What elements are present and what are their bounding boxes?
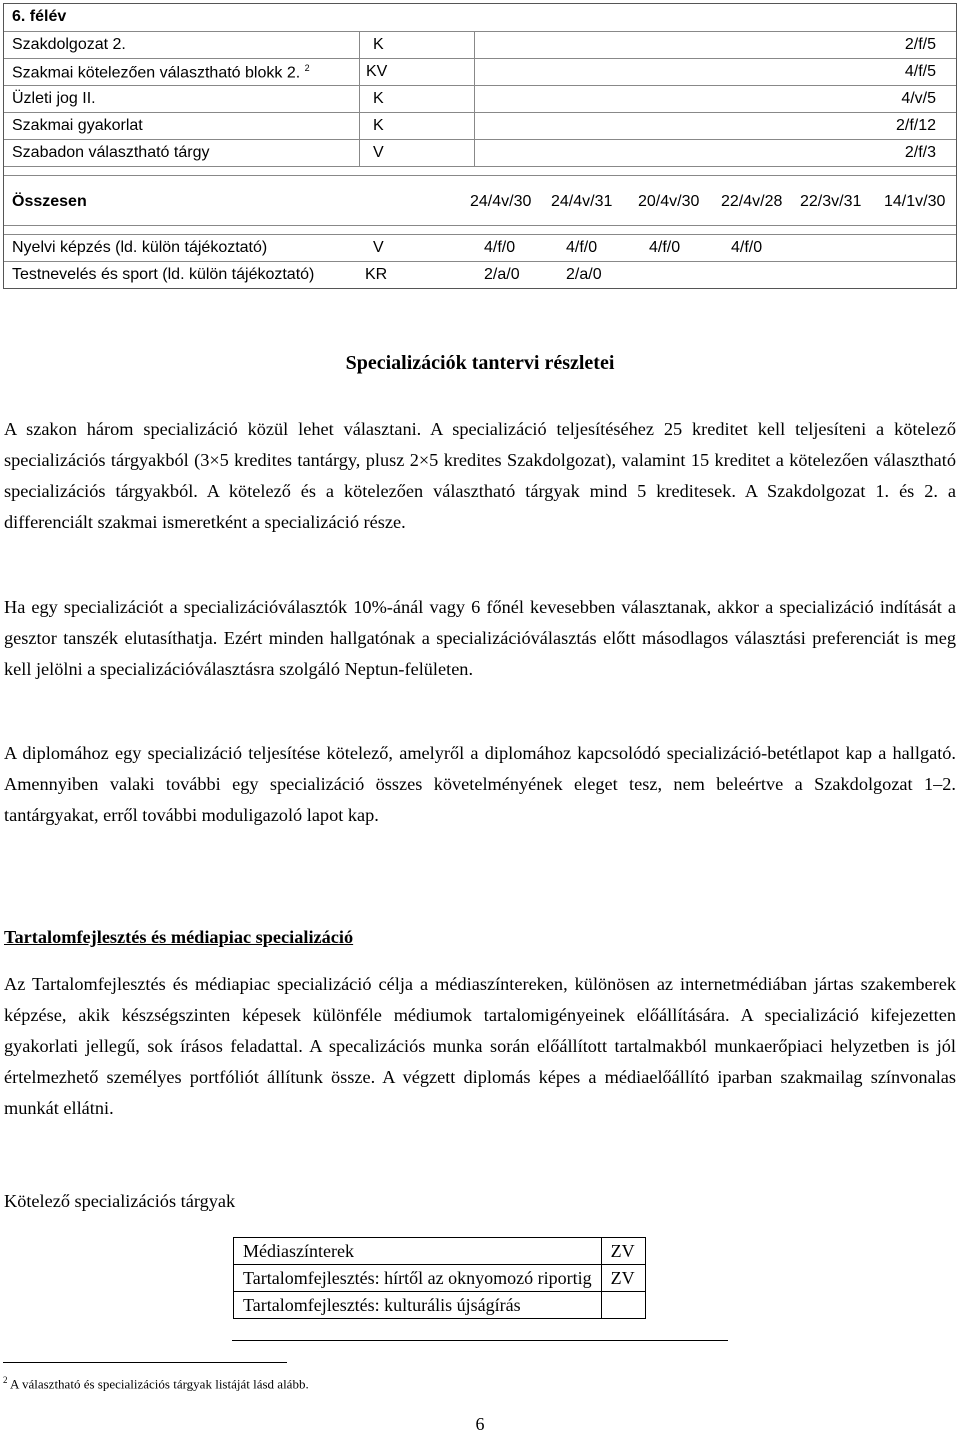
total-cell: 24/4v/31 <box>551 193 613 210</box>
semester-title: 6. félév <box>12 8 67 25</box>
extra-value: 4/f/0 <box>484 239 516 256</box>
section-heading: Specializációk tantervi részletei <box>345 352 615 374</box>
required-courses-table <box>233 1237 646 1319</box>
paragraph: A diplomához egy specializáció teljesítése kötelező, amelyről a diplomához kapcsolódó specializáció-betétlapot kap a hallgató. Amennyiben valaki további egy specializáció összes követelményének eleget tesz, nem beleértve a Szakdolgozat 1–2. tantárgyakat, erről további moduligazoló lapot kap. <box>4 743 956 825</box>
course-code: ZV <box>601 1238 645 1265</box>
course-name: Üzleti jog II. <box>12 90 96 107</box>
extra-type: V <box>373 239 384 256</box>
extra-value: 4/f/0 <box>649 239 681 256</box>
total-cell: 20/4v/30 <box>638 193 700 210</box>
extra-value: 4/f/0 <box>566 239 598 256</box>
course-row <box>4 85 956 112</box>
paragraph: Ha egy specializációt a specializációválasztók 10%-ánál vagy 6 főnél kevesebben választanak, akkor a specializáció indítását a gesztor tanszék elutasíthatja. Ezért minden hallgatónak a specializációválasztás előtt másodlagos választási preferenciát is meg kell jelölni a specializációválasztásra szolgáló Neptun-felületen. <box>4 597 956 679</box>
total-cell: 24/4v/30 <box>470 193 532 210</box>
table-row <box>234 1238 646 1265</box>
totals-label: Összesen <box>12 193 87 210</box>
course-row <box>4 139 956 166</box>
course-type: K <box>373 36 384 53</box>
spacer-row <box>4 166 956 175</box>
page-number: 6 <box>475 1414 485 1434</box>
semester-title-row <box>4 4 956 31</box>
course-value: 4/v/5 <box>901 90 936 107</box>
extra-type: KR <box>365 266 388 283</box>
table-row <box>234 1292 646 1319</box>
required-courses-title: Kötelező specializációs tárgyak <box>4 1191 236 1211</box>
extra-value: 4/f/0 <box>731 239 763 256</box>
paragraph: A szakon három specializáció közül lehet választani. A specializáció teljesítéséhez 25 kreditet kell teljesíteni a kötelező specializációs tárgyakból (3×5 kredites tantárgy, plusz 2×5 kredites Szakdolgozat), valamint 15 kreditet a kötelezően választható specializációs tárgyakból. A kötelező és a kötelezően választható tárgyak mind 5 kreditesek. A Szakdolgozat 1. és 2. a differenciált szakmai ismeretként a specializáció része. <box>4 419 956 532</box>
footnote-text: A választható és specializációs tárgyak listáját lásd alább. <box>10 1376 309 1392</box>
table-row <box>234 1265 646 1292</box>
footnote-divider <box>3 1362 287 1363</box>
course-name: Tartalomfejlesztés: kulturális újságírás <box>234 1292 602 1319</box>
total-cell: 14/1v/30 <box>884 193 946 210</box>
course-type: K <box>373 90 384 107</box>
course-row <box>4 58 956 85</box>
course-type: KV <box>366 63 388 80</box>
paragraph: Az Tartalomfejlesztés és médiapiac specializáció célja a médiaszíntereken, különösen az internetmédiában jártas szakemberek képzése, akik készségszinten képesek különféle médiumok tartalomigényeinek előállítására. A specializáció kifejezetten gyakorlati jellegű, sok írásos feladattal. A specalizációs munka során előállított tartalmakból munkaerőpiaci helyzetben is jól értelmezhető személyes portfóliót állítunk össze. A végzett diplomás képes a médiaelőállító iparban szakmailag színvonalas munkát ellátni. <box>4 974 956 1118</box>
course-type: K <box>373 117 384 134</box>
footnote-ref: 2 <box>304 63 310 73</box>
course-name: Tartalomfejlesztés: hírtől az oknyomozó riportig <box>234 1265 602 1292</box>
divider <box>232 1340 728 1341</box>
extra-name: Testnevelés és sport (ld. külön tájékoztató) <box>12 266 315 283</box>
course-row <box>4 112 956 139</box>
course-code: ZV <box>601 1265 645 1292</box>
extra-row <box>4 234 956 261</box>
extra-name: Nyelvi képzés (ld. külön tájékoztató) <box>12 239 268 256</box>
extra-value: 2/a/0 <box>484 266 520 283</box>
course-name: Szakmai kötelezően választható blokk 2. $^2$ <box>12 63 310 82</box>
spacer-row <box>4 225 956 234</box>
course-value: 2/f/5 <box>904 36 936 53</box>
extra-row <box>4 261 956 288</box>
subheading: Tartalomfejlesztés és médiapiac specializáció <box>4 927 354 947</box>
total-cell: 22/3v/31 <box>800 193 862 210</box>
course-code <box>601 1292 645 1319</box>
course-row <box>4 31 956 58</box>
course-name: Médiaszínterek <box>234 1238 602 1265</box>
course-type: V <box>373 144 384 161</box>
course-value: 2/f/3 <box>904 144 936 161</box>
extra-value: 2/a/0 <box>566 266 602 283</box>
footnote-mark: 2 <box>3 1375 8 1385</box>
course-value: 4/f/5 <box>904 63 936 80</box>
total-cell: 22/4v/28 <box>721 193 783 210</box>
semester-table <box>3 3 957 289</box>
totals-row <box>4 175 956 225</box>
course-name: Szakdolgozat 2. <box>12 36 126 53</box>
course-name: Szabadon választható tárgy <box>12 144 210 161</box>
footnote <box>3 1375 309 1392</box>
course-name: Szakmai gyakorlat <box>12 117 143 134</box>
course-value: 2/f/12 <box>895 117 936 134</box>
